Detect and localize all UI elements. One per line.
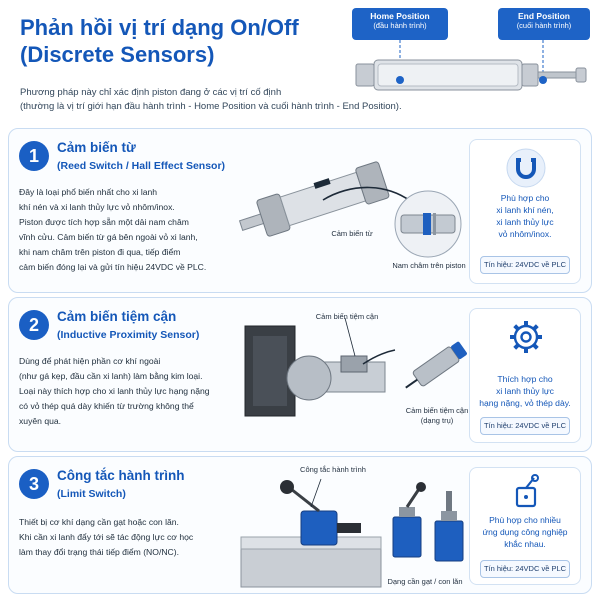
section-title: Cảm biến từ: [57, 140, 136, 155]
card-line: khắc nhau.: [504, 539, 546, 549]
card-line: Phù hợp cho nhiều: [489, 515, 561, 525]
limit-switch-on-cylinder-image: [241, 477, 381, 589]
home-position-sub: (đầu hành trình): [373, 21, 427, 30]
desc-line: Dùng để phát hiện phần cơ khí ngoài: [19, 356, 161, 366]
card-text: [476, 192, 574, 240]
page-title: [20, 14, 299, 68]
card-line: xi lanh khí nén,: [496, 205, 554, 215]
desc-line: khí nén và xi lanh thủy lực vỏ nhôm/inox.: [19, 202, 175, 212]
desc-line: Khi cần xi lanh đẩy tới sẽ tác động lực cơ học: [19, 532, 194, 542]
card-line: Thích hợp cho: [497, 374, 553, 384]
desc-line: khi nam châm trên piston đi qua, tiếp điểm: [19, 247, 181, 257]
page-title-line1: Phản hồi vị trí dạng On/Off: [20, 15, 299, 40]
subtitle-line1: Phương pháp này chỉ xác định piston đang ở các vị trí cố định: [20, 87, 282, 98]
desc-line: xuyên qua.: [19, 416, 62, 426]
card-line: xi lanh thủy lực: [496, 386, 554, 396]
gear-icon: [506, 317, 546, 357]
section-number-badge: 2: [19, 310, 49, 340]
cylinder-diagram-icon: [338, 8, 596, 94]
card-line: ứng dụng công nghiệp: [482, 527, 568, 537]
signal-badge: Tín hiệu: 24VDC về PLC: [480, 560, 570, 578]
home-position-label: Home Position: [370, 11, 430, 21]
image-label-reed-sensor: Cảm biến từ: [331, 229, 373, 238]
image-label-magnet: Nam châm trên piston: [392, 261, 466, 270]
limit-switch-icon: [508, 474, 544, 510]
desc-line: vĩnh cửu. Cảm biến từ gá bên ngoài vỏ xi lanh,: [19, 232, 198, 242]
end-position-sub: (cuối hành trình): [516, 21, 572, 30]
section-description: [19, 185, 206, 275]
card-line: xi lanh thủy lực: [496, 217, 554, 227]
label-line: (dạng trụ): [420, 416, 454, 425]
section-title: Công tắc hành trình: [57, 468, 185, 483]
card-text: [476, 373, 574, 409]
image-label-proximity: Cảm biến tiệm cận: [315, 312, 379, 321]
desc-line: Thiết bị cơ khí dạng cần gạt hoặc con lăn.: [19, 517, 179, 527]
desc-line: làm thay đổi trạng thái tiếp điểm (NO/NC).: [19, 547, 179, 557]
magnet-icon: [506, 148, 546, 188]
section-title: Cảm biến tiệm cận: [57, 309, 177, 324]
signal-badge: Tín hiệu: 24VDC về PLC: [480, 256, 570, 274]
image-label-limit-switch: Công tắc hành trình: [300, 465, 366, 474]
desc-line: có vỏ thép quá dày khiến từ trường không thể: [19, 401, 194, 411]
desc-line: Đây là loại phổ biến nhất cho xi lanh: [19, 187, 158, 197]
section-subtitle: (Limit Switch): [57, 488, 126, 500]
card-line: hạng nặng, vỏ thép dày.: [479, 398, 571, 408]
label-line: Cảm biến tiệm cận: [405, 406, 469, 415]
image-label-cylindrical: [397, 406, 477, 426]
section-description: [19, 515, 193, 560]
card-line: vỏ nhôm/inox.: [498, 229, 552, 239]
section-proximity-sensor: [8, 297, 592, 452]
card-text: [476, 514, 574, 550]
desc-line: Loại này thích hợp cho xi lanh thủy lực hạng nặng: [19, 386, 210, 396]
section-limit-switch: [8, 456, 592, 594]
signal-badge: Tín hiệu: 24VDC về PLC: [480, 417, 570, 435]
section-subtitle: (Reed Switch / Hall Effect Sensor): [57, 160, 226, 172]
piston-magnet-image: [393, 189, 463, 259]
card-line: Phù hợp cho: [500, 193, 550, 203]
image-label-lever-roller: Dạng cần gạt / con lăn: [387, 577, 463, 586]
page-title-line2: (Discrete Sensors): [20, 42, 215, 67]
section-reed-switch: [8, 128, 592, 293]
cylindrical-proximity-sensor-image: [404, 328, 479, 398]
info-card: [469, 308, 581, 443]
info-card: [469, 467, 581, 585]
limit-switch-variants-image: [389, 481, 469, 571]
end-position-label: End Position: [518, 11, 570, 21]
section-number-badge: 1: [19, 141, 49, 171]
desc-line: (như gá kẹp, đầu cần xi lanh) làm bằng kim loại.: [19, 371, 203, 381]
subtitle-line2: (thường là vị trí giới hạn đầu hành trình - Home Position và cuối hành trình - End Position).: [20, 101, 402, 112]
desc-line: cảm biến đóng lại và gửi tín hiệu 24VDC về PLC.: [19, 262, 207, 272]
section-description: [19, 354, 210, 429]
desc-line: Piston được tích hợp sẵn một dải nam châm: [19, 217, 189, 227]
info-card: [469, 139, 581, 284]
position-diagram: [338, 8, 596, 94]
section-subtitle: (Inductive Proximity Sensor): [57, 329, 200, 341]
section-number-badge: 3: [19, 469, 49, 499]
hydraulic-cylinder-image: [245, 316, 395, 426]
